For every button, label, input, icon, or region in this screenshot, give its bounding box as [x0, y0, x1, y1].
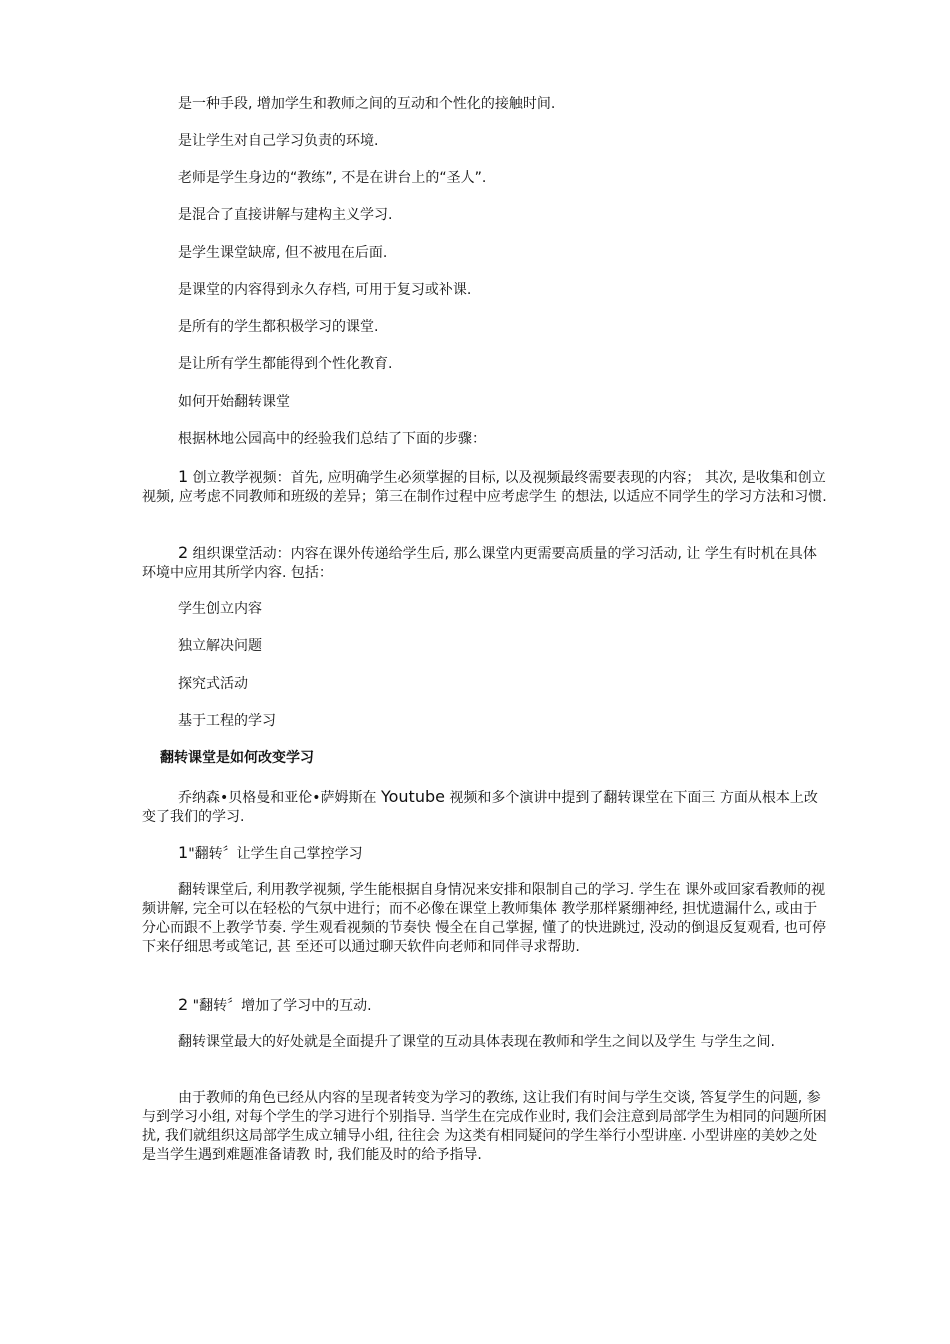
- section-heading: 翻转课堂是如何改变学习: [160, 750, 314, 766]
- intro-text: 视频和多个演讲中提到了翻转课堂在下面三 方面从根本上改变了我们的学习.: [142, 790, 818, 825]
- body-paragraph: 由于教师的角色已经从内容的呈现者转变为学习的教练, 这让我们有时间与学生交谈, 答复学生的问题, 参与到学习小组, 对每个学生的学习进行个别指导. 当学生在完成作业时, 我们会注意到局部学生为相同的问题所困扰, 我们就组织这局部学生成立辅导小组, 往往会 为这类有相同疑问的学生举行小型讲座. 小型讲座的美妙之处是当学生遇到难题准备请教 时, 我们能及时的给予指导.: [142, 1090, 827, 1163]
- subheading-text: "翻转〞让学生自己掌控学习: [188, 846, 363, 862]
- text-line: 是一种手段, 增加学生和教师之间的互动和个性化的接触时间.: [178, 96, 556, 112]
- intro-text: 乔纳森•贝格曼和亚伦•萨姆斯在: [178, 790, 381, 806]
- text-line: 根据林地公园高中的经验我们总结了下面的步骤：: [178, 431, 486, 447]
- text-line: 是课堂的内容得到永久存档, 可用于复习或补课.: [178, 282, 472, 298]
- text-line: 是学生课堂缺席, 但不被甩在后面.: [178, 245, 388, 261]
- text-line: 是让所有学生都能得到个性化教育.: [178, 356, 393, 372]
- subheading-number: 2: [178, 995, 189, 1014]
- intro-paragraph: [142, 787, 828, 827]
- text-line: 老师是学生身边的“教练”, 不是在讲台上的“圣人”.: [178, 170, 487, 186]
- step-text: 创立教学视频：首先, 应明确学生必须掌握的目标, 以及视频最终需要表现的内容； 其次, 是收集和创立视频, 应考虑不同教师和班级的差异；第三在制作过程中应考虑学生 的想法, 以适应不同学生的学习方法和习惯.: [142, 470, 827, 505]
- youtube-word: Youtube: [380, 787, 445, 806]
- subheading-2: [142, 995, 828, 1016]
- body-paragraph: 翻转课堂后, 利用教学视频, 学生能根据自身情况来安排和限制自己的学习. 学生在 课外或回家看教师的视频讲解, 完全可以在轻松的气氛中进行；而不必像在课堂上教师集体 教学那样紧绷神经, 担忧遗漏什么, 或由于分心而跟不上教学节奏. 学生观看视频的节奏快 慢全在自己掌握, 懂了的快进跳过, 没动的倒退反复观看, 也可停下来仔细思考或笔记, 甚 至还可以通过聊天软件向老师和同伴寻求帮助.: [142, 882, 827, 955]
- activity-item: 学生创立内容: [178, 601, 262, 617]
- subheading-number: 1: [178, 843, 189, 862]
- subheading-1: [142, 843, 828, 864]
- step-number: 2: [178, 543, 189, 562]
- subheading-text: "翻转〞增加了学习中的互动.: [188, 998, 372, 1014]
- body-paragraph: 翻转课堂最大的好处就是全面提升了课堂的互动具体表现在教师和学生之间以及学生 与学生之间.: [178, 1034, 775, 1050]
- step-number: 1: [178, 467, 189, 486]
- activity-item: 基于工程的学习: [178, 713, 276, 729]
- activity-item: 探究式活动: [178, 676, 248, 692]
- step-1-paragraph: [142, 467, 828, 507]
- text-line: 是所有的学生都积极学习的课堂.: [178, 319, 379, 335]
- section-title: 如何开始翻转课堂: [178, 394, 290, 410]
- step-2-paragraph: [142, 543, 828, 583]
- step-text: 组织课堂活动：内容在课外传递给学生后, 那么课堂内更需要高质量的学习活动, 让 学生有时机在具体环境中应用其所学内容. 包括：: [142, 546, 817, 581]
- text-line: 是混合了直接讲解与建构主义学习.: [178, 207, 393, 223]
- text-line: 是让学生对自己学习负责的环境.: [178, 133, 379, 149]
- activity-item: 独立解决问题: [178, 638, 262, 654]
